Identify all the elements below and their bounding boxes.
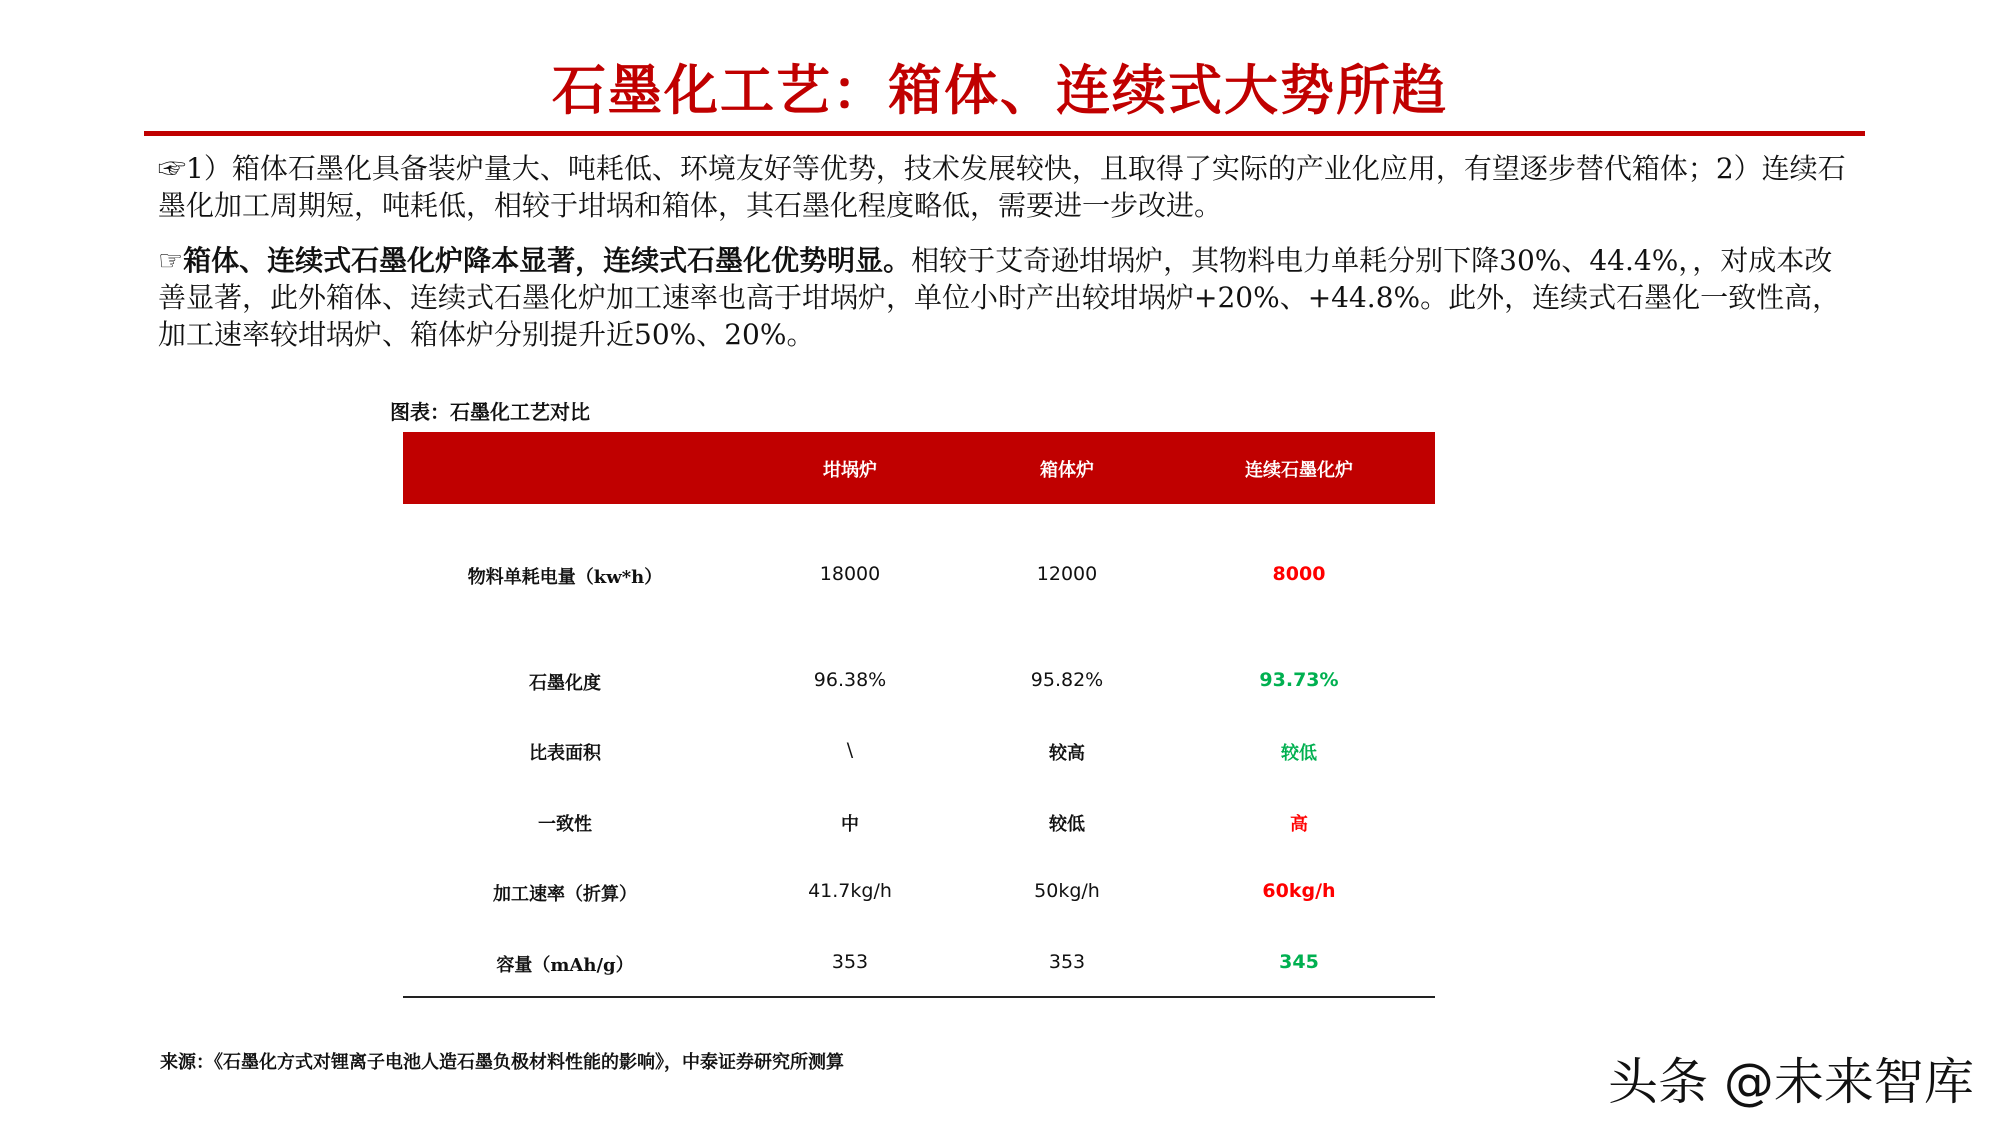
page-title: 石墨化工艺：箱体、连续式大势所趋: [552, 58, 1448, 122]
table-cell: 93.73%: [1259, 669, 1339, 691]
table-cell: 高: [1290, 814, 1308, 835]
column-header: 坩埚炉: [823, 460, 877, 481]
table-cell: 96.38%: [813, 669, 887, 691]
table-row: [403, 739, 1435, 769]
table-cell: 353: [831, 951, 869, 973]
row-label: 容量（mAh/g）: [496, 955, 634, 976]
row-label: 石墨化度: [529, 673, 601, 694]
table-row: [403, 669, 1435, 699]
table-row: [403, 951, 1435, 981]
table-cell: 60kg/h: [1262, 880, 1336, 902]
row-label: 一致性: [538, 814, 592, 835]
table-header: [403, 432, 1435, 504]
paragraph-2: [158, 242, 1858, 353]
table-cell: 95.82%: [1030, 669, 1104, 691]
row-label: 物料单耗电量（kw*h）: [467, 567, 663, 588]
table-cell: 中: [841, 814, 859, 835]
paragraph-1-text: 1）箱体石墨化具备装炉量大、吨耗低、环境友好等优势，技术发展较快，且取得了实际的产业化应用，有望逐步替代箱体；2）连续石墨化加工周期短，吨耗低，相较于坩埚和箱体，其石墨化程度略低，需要进一步改进。: [158, 152, 1846, 222]
table-cell: 较低: [1281, 743, 1317, 764]
hand-pointer-icon: ☞: [158, 152, 187, 185]
table-cell: 41.7kg/h: [808, 880, 892, 902]
table-cell: 较低: [1049, 814, 1085, 835]
column-header: 箱体炉: [1040, 460, 1094, 481]
table-caption: 图表：石墨化工艺对比: [390, 400, 590, 424]
table-row: [403, 810, 1435, 840]
row-label: 加工速率（折算）: [493, 884, 637, 905]
table-cell: 8000: [1272, 563, 1326, 585]
table-cell: 50kg/h: [1034, 880, 1100, 902]
row-label: 比表面积: [529, 743, 601, 764]
table-row: [403, 880, 1435, 910]
paragraph-1: [158, 150, 1858, 224]
hand-pointer-icon: ☞: [158, 244, 184, 277]
table-cell: 18000: [819, 563, 881, 585]
source-note: 来源：《石墨化方式对锂离子电池人造石墨负极材料性能的影响》，中泰证券研究所测算: [160, 1052, 844, 1073]
paragraph-2-text: 相较于艾奇逊坩埚炉，其物料电力单耗分别下降30%、44.4%，，对成本改善显著，此外箱体、连续式石墨化炉加工速率也高于坩埚炉，单位小时产出较坩埚炉+20%、+44.8%。此外，连续式石墨化一致性高，加工速率较坩埚炉、箱体炉分别提升近50%、20%。: [158, 244, 1841, 351]
table-cell: 345: [1279, 951, 1319, 973]
title-divider: [144, 131, 1865, 136]
table-bottom-rule: [403, 996, 1435, 998]
table-row: [403, 563, 1435, 593]
table-cell: 较高: [1049, 743, 1085, 764]
table-cell: 353: [1048, 951, 1086, 973]
column-header: 连续石墨化炉: [1245, 460, 1353, 481]
table-cell: \: [846, 739, 854, 761]
watermark: 头条 @未来智库: [1608, 1053, 1974, 1111]
paragraph-2-bold: 箱体、连续式石墨化炉降本显著，连续式石墨化优势明显。: [183, 244, 912, 277]
table-cell: 12000: [1036, 563, 1098, 585]
